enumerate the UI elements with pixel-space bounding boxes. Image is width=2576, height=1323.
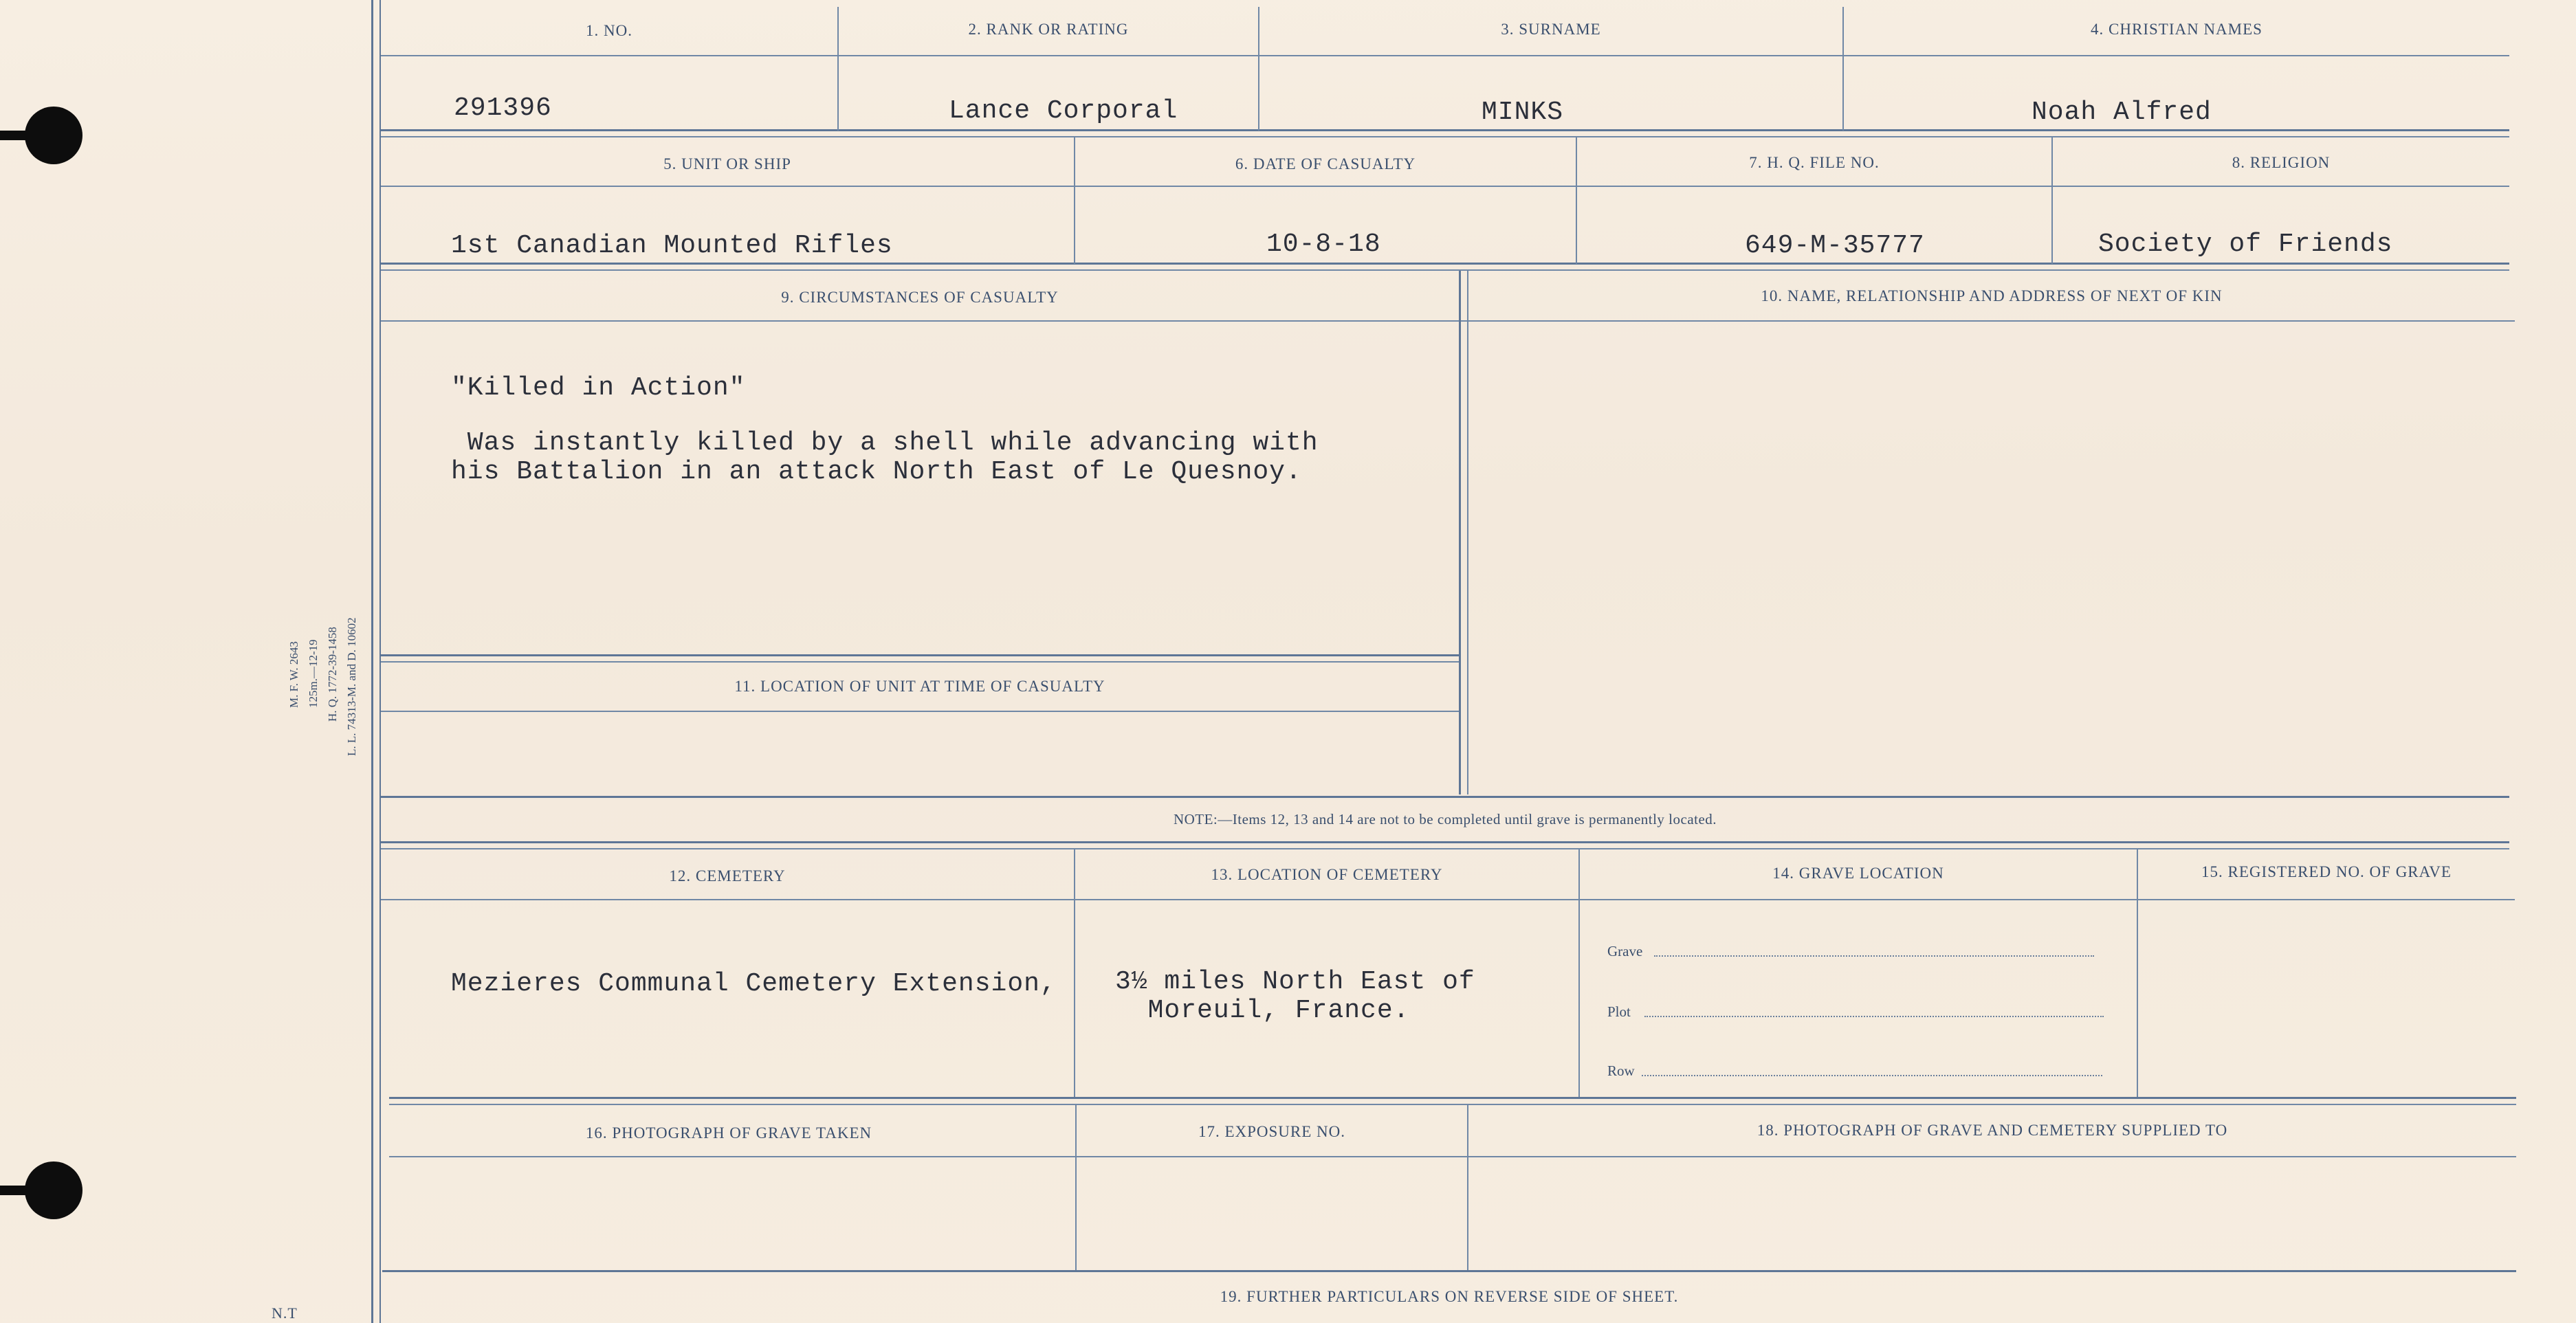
form-code-4: L. L. 74313-M. and D. 10602 <box>345 617 358 756</box>
cemetery-location-line-1: 3½ miles North East of <box>1115 967 1475 997</box>
row2-mid-line <box>381 186 2509 187</box>
row3-divider <box>1459 271 1461 794</box>
header-further: 19. FURTHER PARTICULARS ON REVERSE SIDE OF SHEET. <box>1220 1288 1679 1305</box>
row1-bottom-line <box>381 129 2509 131</box>
punch-hole-top-tab <box>0 131 41 140</box>
form-code-2: 125m.—12-19 <box>307 639 320 708</box>
header-grave-location: 14. GRAVE LOCATION <box>1772 865 1944 882</box>
header-surname: 3. SURNAME <box>1501 21 1601 38</box>
row3-divider-2 <box>1467 271 1468 794</box>
value-no: 291396 <box>454 93 552 123</box>
value-cemetery: Mezieres Communal Cemetery Extension, <box>451 969 1057 999</box>
plot-label: Plot <box>1607 1003 1631 1020</box>
row5-top-line <box>389 1097 2516 1099</box>
header-unit: 5. UNIT OR SHIP <box>663 155 791 173</box>
corner-mark: N.T <box>272 1304 298 1322</box>
form-code-3: H. Q. 1772-39-1458 <box>326 627 339 722</box>
row4-div-1 <box>1074 849 1075 1098</box>
header-date: 6. DATE OF CASUALTY <box>1235 155 1416 173</box>
cemetery-location-line-2: Moreuil, France. <box>1115 996 1410 1025</box>
row-label: Row <box>1607 1063 1635 1079</box>
row4-header-line <box>381 899 2515 900</box>
value-hq: 649-M-35777 <box>1745 231 1925 260</box>
row5-header-line <box>389 1156 2516 1157</box>
header-hq: 7. H. Q. FILE NO. <box>1749 154 1880 171</box>
value-unit: 1st Canadian Mounted Rifles <box>451 231 893 260</box>
value-religion: Society of Friends <box>2098 230 2393 259</box>
row3-split-line-3 <box>381 711 1459 712</box>
value-christian: Noah Alfred <box>2032 98 2212 127</box>
row1-bottom-line-2 <box>381 136 2509 137</box>
row4-div-2 <box>1578 849 1580 1098</box>
header-cemetery: 12. CEMETERY <box>669 867 786 885</box>
grave-line <box>1654 955 2094 957</box>
header-circumstances: 9. CIRCUMSTANCES OF CASUALTY <box>781 289 1059 306</box>
row2-bottom-line-2 <box>381 269 2509 271</box>
row4-div-3 <box>2137 849 2138 1098</box>
row3-split-line-2 <box>381 661 1459 663</box>
row1-top-line <box>381 55 2509 56</box>
row-line <box>1642 1075 2102 1076</box>
header-rank: 2. RANK OR RATING <box>968 21 1129 38</box>
note-bottom-line <box>381 841 2509 843</box>
header-exposure: 17. EXPOSURE NO. <box>1198 1123 1346 1140</box>
row5-top-line-2 <box>389 1104 2516 1105</box>
header-photo-supplied: 18. PHOTOGRAPH OF GRAVE AND CEMETERY SUPPLIED TO <box>1757 1122 2228 1139</box>
header-no: 1. NO. <box>586 22 632 39</box>
header-christian: 4. CHRISTIAN NAMES <box>2091 21 2263 38</box>
circumstances-line-1: "Killed in Action" <box>451 373 746 403</box>
header-religion: 8. RELIGION <box>2232 154 2331 171</box>
header-location-unit: 11. LOCATION OF UNIT AT TIME OF CASUALTY <box>734 678 1105 695</box>
circumstances-line-3: his Battalion in an attack North East of Le Quesnoy. <box>451 457 1302 487</box>
circumstances-line-2: Was instantly killed by a shell while advancing with <box>451 428 1319 458</box>
plot-line <box>1644 1016 2104 1017</box>
value-date: 10-8-18 <box>1266 230 1381 259</box>
note-bottom-line-2 <box>381 848 2509 849</box>
row3-split-line <box>381 654 1459 656</box>
header-kin: 10. NAME, RELATIONSHIP AND ADDRESS OF NEXT OF KIN <box>1761 287 2223 304</box>
row6-top-line <box>382 1270 2516 1272</box>
frame-left-outer <box>371 0 373 1323</box>
header-photo-taken: 16. PHOTOGRAPH OF GRAVE TAKEN <box>585 1124 872 1142</box>
note-top-line <box>381 796 2509 798</box>
value-surname: MINKS <box>1482 98 1564 127</box>
row2-bottom-line <box>381 263 2509 265</box>
header-cemetery-location: 13. LOCATION OF CEMETERY <box>1211 866 1443 883</box>
value-rank: Lance Corporal <box>949 96 1178 126</box>
form-code-1: M. F. W. 2643 <box>287 641 300 708</box>
note-text: NOTE:—Items 12, 13 and 14 are not to be completed until grave is permanently located. <box>1173 811 1717 827</box>
grave-label: Grave <box>1607 943 1643 959</box>
punch-hole-bottom-tab <box>0 1186 41 1195</box>
header-registered: 15. REGISTERED NO. OF GRAVE <box>2201 863 2452 880</box>
row3-header-line <box>381 320 2515 322</box>
